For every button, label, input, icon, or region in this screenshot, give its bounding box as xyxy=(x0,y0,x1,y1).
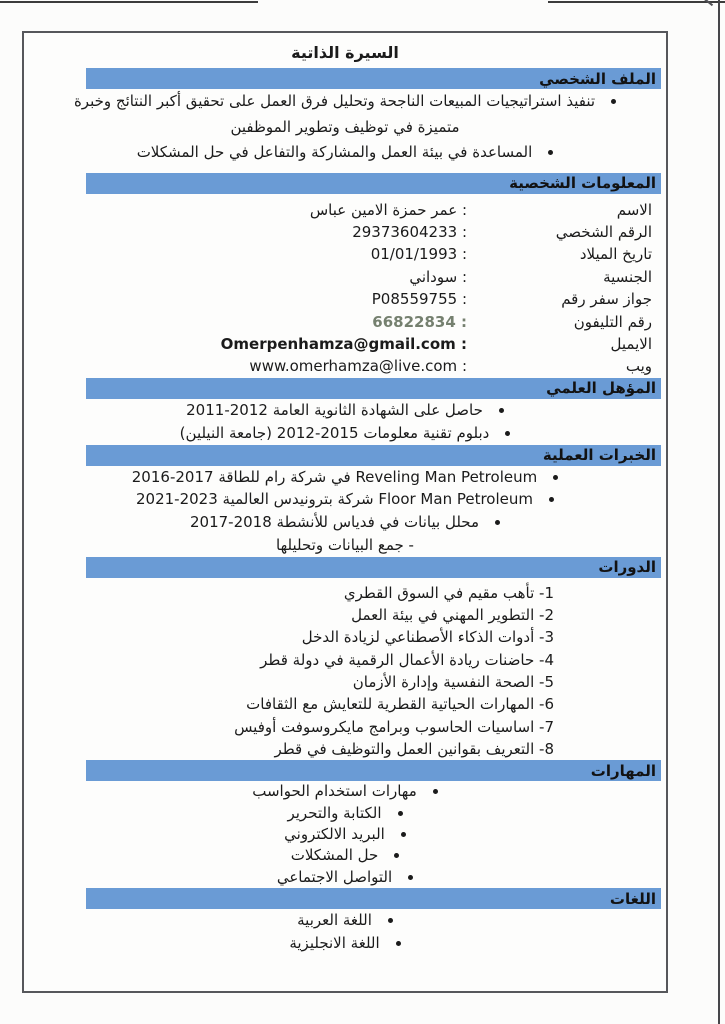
cv-document xyxy=(22,31,668,993)
info-label: الاسم xyxy=(616,200,652,219)
info-label: الايميل xyxy=(610,335,652,354)
page-title: السيرة الذاتية xyxy=(291,43,399,62)
list-item: • Reveling Man Petroleum في شركة رام للطاقة 2017-2016 xyxy=(52,466,638,489)
scan-artifact-line xyxy=(548,1,725,3)
personal-info-table xyxy=(24,194,666,378)
scan-artifact-line xyxy=(718,0,720,1024)
section-header-experience: الخبرات العملية xyxy=(86,445,661,466)
list-item: • دبلوم تقنية معلومات 2015-2012 (جامعة النيلين) xyxy=(52,422,638,445)
languages-list xyxy=(24,909,666,955)
info-row-birth-date xyxy=(34,243,652,265)
education-list xyxy=(24,399,666,445)
course-item: 2- التطوير المهني في بيئة العمل xyxy=(351,606,554,625)
section-header-languages: اللغات xyxy=(86,888,661,909)
info-row-email xyxy=(34,333,652,355)
experience-list xyxy=(24,466,666,534)
course-item: 1- تأهب مقيم في السوق القطري xyxy=(343,583,554,602)
info-value: : P08559755 xyxy=(371,290,467,309)
list-item: • حاصل على الشهادة الثانوية العامة 2012-2011 xyxy=(52,399,638,422)
list-item: • مهارات استخدام الحواسب xyxy=(52,781,638,802)
course-item: 4- حاضنات ريادة الأعمال الرقمية في دولة قطر xyxy=(260,650,554,669)
info-value-web: : www.omerhamza@live.com xyxy=(249,357,467,376)
list-item: • حل المشكلات xyxy=(52,845,638,866)
info-value: : عمر حمزة الامين عباس xyxy=(309,200,467,219)
info-row-name xyxy=(34,199,652,221)
section-header-education: المؤهل العلمي xyxy=(86,378,661,399)
list-item: • محلل بيانات في فدياس للأنشطة 2018-2017 xyxy=(52,511,638,534)
scan-artifact-line xyxy=(0,1,258,3)
info-value: : 01/01/1993 xyxy=(370,245,467,264)
list-item: • اللغة الانجليزية xyxy=(52,932,638,955)
info-row-web xyxy=(34,355,652,377)
course-item: 5- الصحة النفسية وإدارة الأزمان xyxy=(352,673,554,691)
course-item: 8- التعريف بقوانين العمل والتوظيف في قطر xyxy=(274,739,554,758)
list-item: • اللغة العربية xyxy=(52,909,638,932)
section-header-courses: الدورات xyxy=(86,557,661,578)
info-row-nationality xyxy=(34,266,652,288)
info-label: رقم التليفون xyxy=(573,312,652,331)
skills-list xyxy=(24,781,666,888)
list-item: • التواصل الاجتماعي xyxy=(52,867,638,888)
list-item: • المساعدة في بيئة العمل والمشاركة والتفاعل في حل المشكلات xyxy=(52,140,638,166)
profile-list xyxy=(24,89,666,166)
list-item: • Floor Man Petroleum شركة بترونيدس العالمية 2023-2021 xyxy=(52,488,638,511)
experience-sub-item: - جمع البيانات وتحليلها xyxy=(276,536,414,555)
info-label: الجنسية xyxy=(603,267,652,286)
info-label: ويب xyxy=(625,357,652,376)
info-value-phone: : 66822834 xyxy=(372,312,467,331)
info-row-passport xyxy=(34,288,652,310)
info-value: : سوداني xyxy=(409,267,467,286)
section-header-personal-info: المعلومات الشخصية xyxy=(86,173,661,194)
course-item: 6- المهارات الحياتية القطرية للتعايش مع الثقافات xyxy=(246,695,554,714)
info-row-personal-number xyxy=(34,221,652,243)
list-item: • البريد الالكتروني xyxy=(52,824,638,845)
info-row-phone xyxy=(34,310,652,332)
info-label: تاريخ الميلاد xyxy=(579,245,652,264)
list-item: • الكتابة والتحرير xyxy=(52,803,638,824)
section-header-skills: المهارات xyxy=(86,760,661,781)
info-label: الرقم الشخصي xyxy=(555,223,652,242)
courses-list xyxy=(24,582,666,760)
info-label: جواز سفر رقم xyxy=(561,290,652,309)
info-value-email: : Omerpenhamza@gmail.com xyxy=(220,335,467,354)
list-item: • تنفيذ استراتيجيات المبيعات الناجحة وتحليل فرق العمل على تحقيق أكبر النتائج وخبرة متميزة في توظيف وتطوير الموظفين xyxy=(52,89,638,140)
course-item: 7- اساسيات الحاسوب وبرامج مايكروسوفت أوفيس xyxy=(234,717,554,736)
section-header-profile: الملف الشخصي xyxy=(86,68,661,89)
info-value: : 29373604233 xyxy=(352,223,467,242)
course-item: 3- أدوات الذكاء الأصطناعي لزيادة الدخل xyxy=(301,628,554,647)
